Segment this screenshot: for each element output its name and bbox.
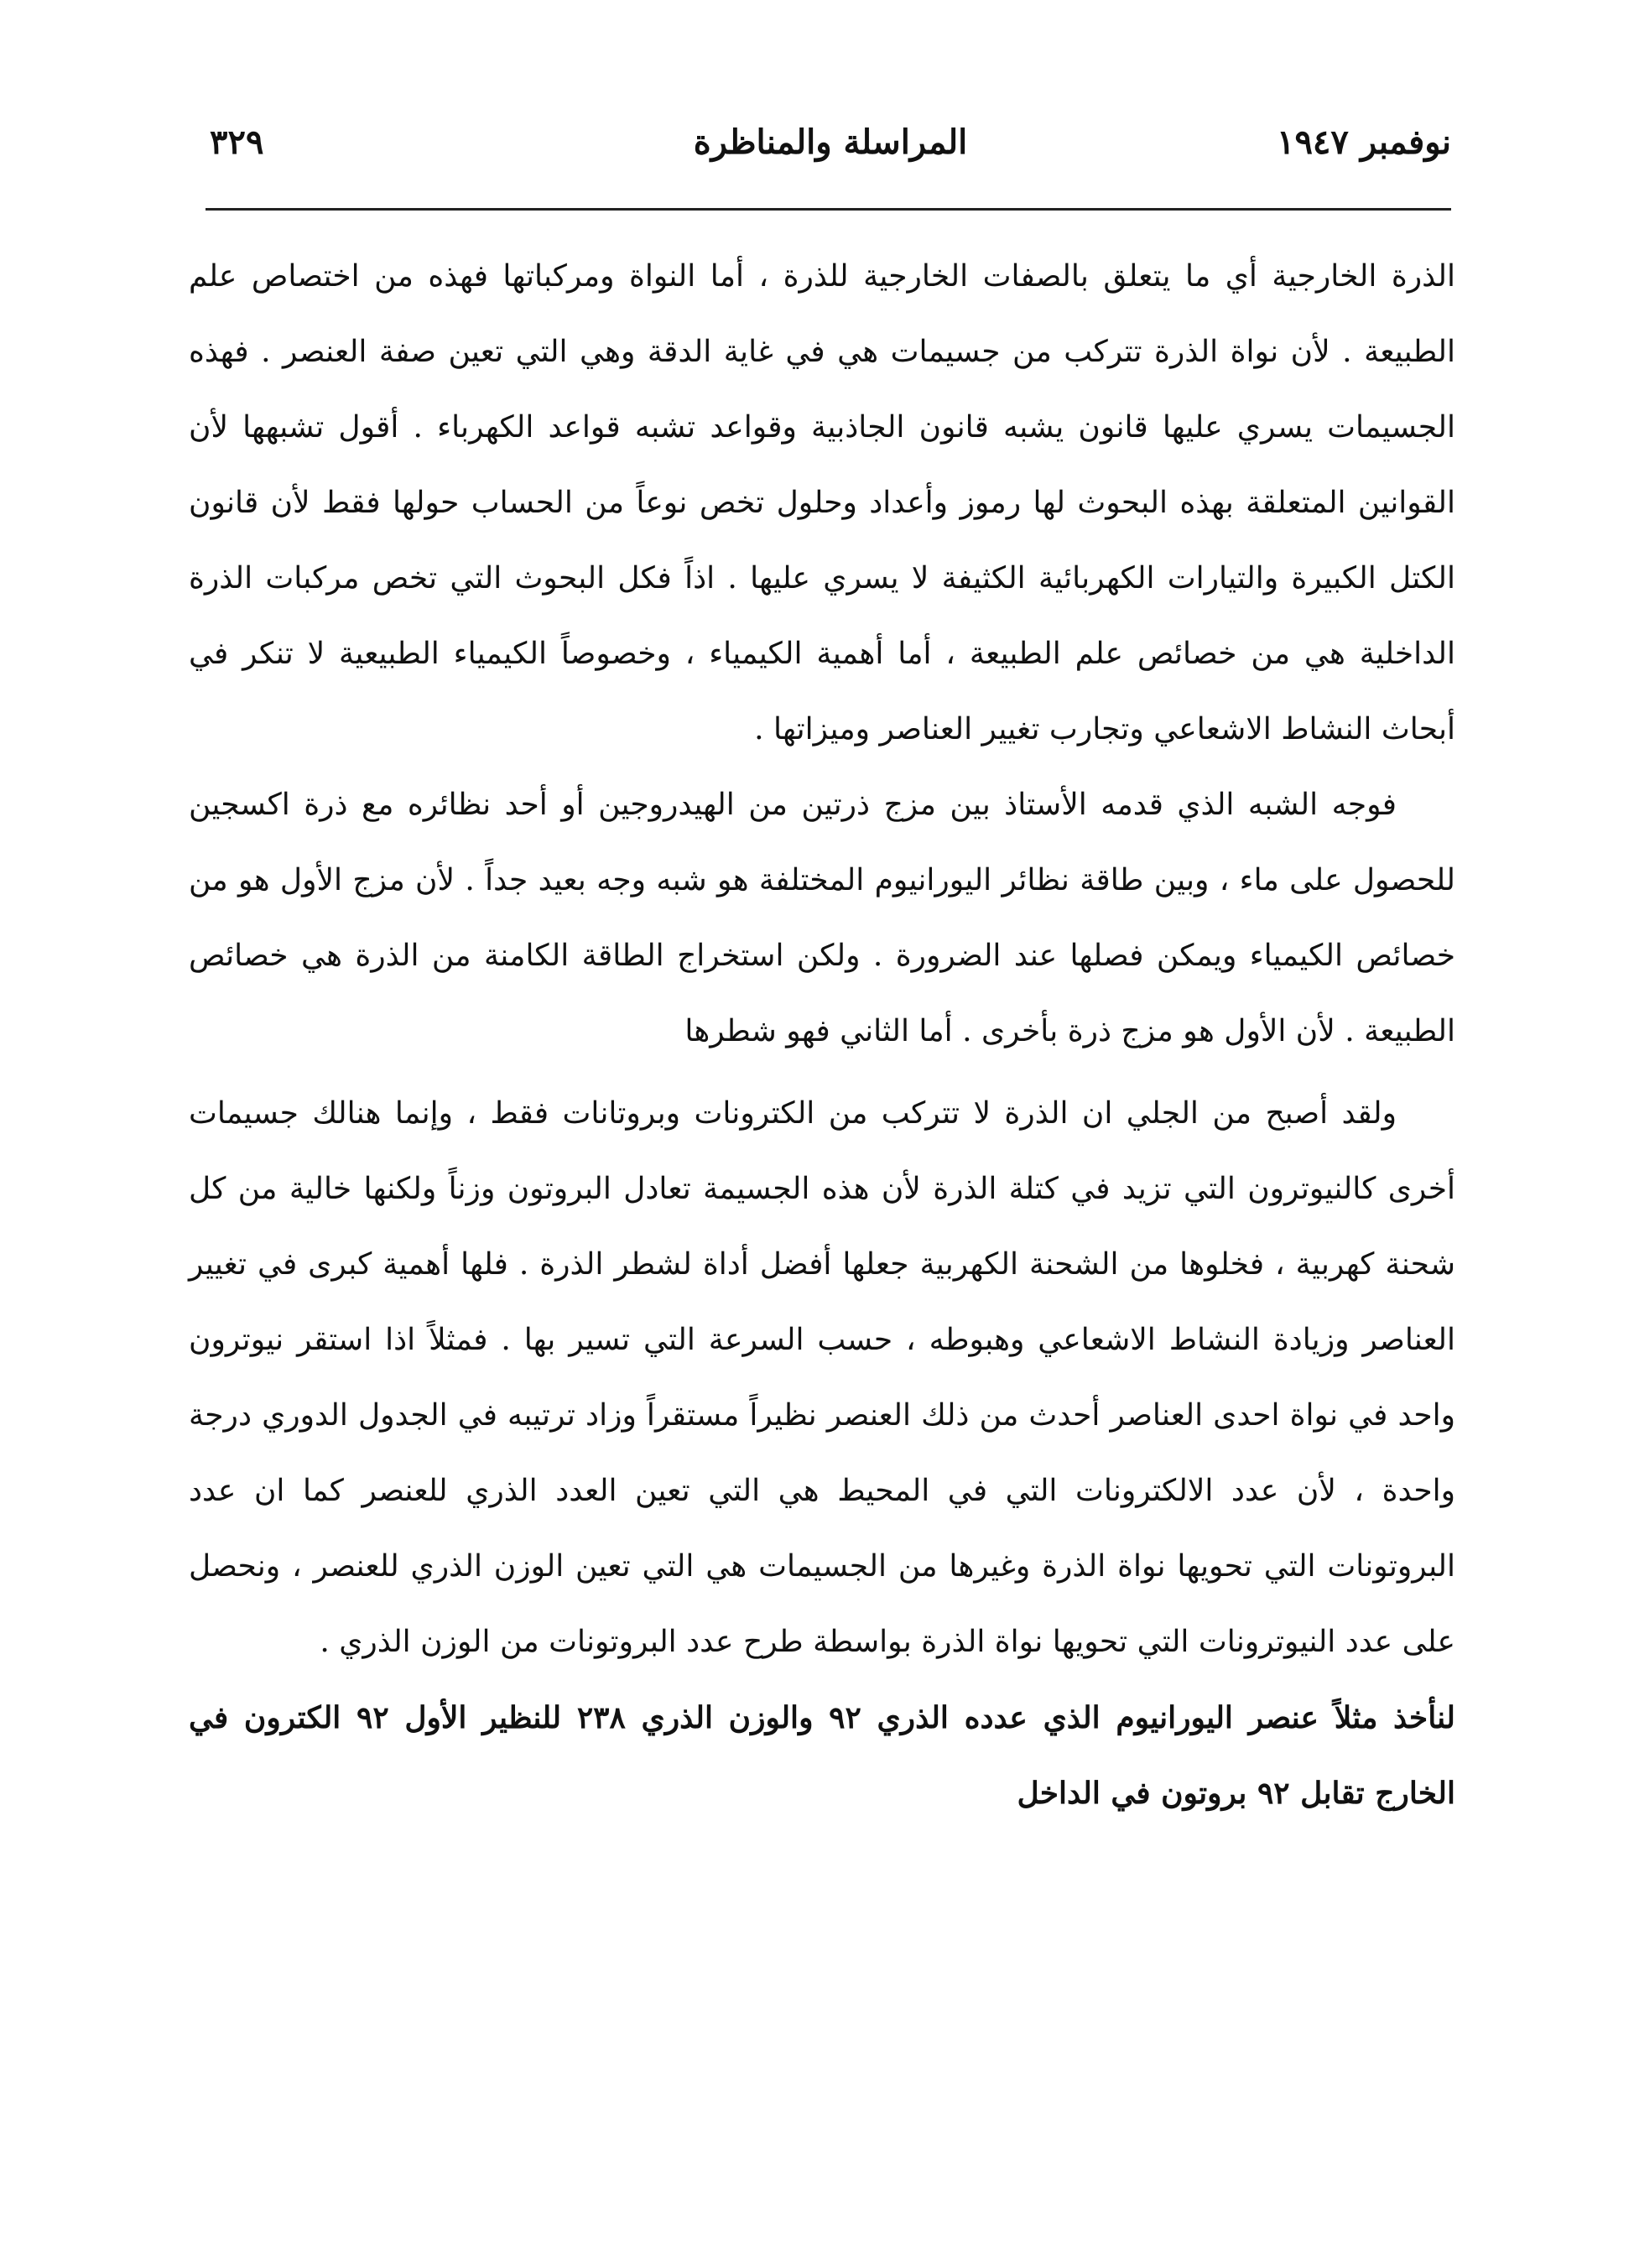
header-divider: [206, 208, 1451, 211]
article-body: [189, 239, 1455, 1831]
paragraph-analogy: فوجه الشبه الذي قدمه الأستاذ بين مزج ذرتين من الهيدروجين أو أحد نظائره مع ذرة اكسجين للحصول على ماء ، وبين طاقة نظائر اليورانيوم المختلفة هو شبه وجه بعيد جداً . لأن مزج الأول هو من خصائص الكيمياء ويمكن فصلها عند الضرورة . ولكن استخراج الطاقة الكامنة من الذرة هي خصائص الطبيعة . لأن الأول هو مزج ذرة بأخرى . أما الثاني فهو شطرها: [189, 788, 1455, 1048]
header-title: المراسلة والمناظرة: [693, 122, 968, 162]
running-header: [210, 117, 1451, 168]
paragraph-uranium-example: لنأخذ مثلاً عنصر اليورانيوم الذي عدده الذري ٩٢ والوزن الذري ٢٣٨ للنظير الأول ٩٢ الكترون في الخارج تقابل ٩٢ بروتون في الداخل: [189, 1700, 1455, 1811]
page-number: ٣٢٩: [210, 122, 264, 162]
paragraph-neutron: ولقد أصبح من الجلي ان الذرة لا تتركب من الكترونات وبروتانات فقط ، وإنما هنالك جسيمات أخرى كالنيوترون التي تزيد في كتلة الذرة لأن هذه الجسيمة تعادل البروتون وزناً ولكنها خالية من كل شحنة كهربية ، فخلوها من الشحنة الكهربية جعلها أفضل أداة لشطر الذرة . فلها أهمية كبرى في تغيير العناصر وزيادة النشاط الاشعاعي وهبوطه ، حسب السرعة التي تسير بها . فمثلاً اذا استقر نيوترون واحد في نواة احدى العناصر أحدث من ذلك العنصر نظيراً مستقراً وزاد ترتيبه في الجدول الدوري درجة واحدة ، لأن عدد الالكترونات التي في المحيط هي التي تعين العدد الذري للعنصر كما ان عدد البروتونات التي تحويها نواة الذرة وغيرها من الجسيمات هي التي تعين الوزن الذري للعنصر ، ونحصل على عدد النيوترونات التي تحويها نواة الذرة بواسطة طرح عدد البروتونات من الوزن الذري .: [189, 1096, 1455, 1659]
header-date: نوفمبر ١٩٤٧: [1276, 122, 1451, 162]
paragraph-atomic-structure: الذرة الخارجية أي ما يتعلق بالصفات الخارجية للذرة ، أما النواة ومركباتها فهذه من اختصاص علم الطبيعة . لأن نواة الذرة تتركب من جسيمات هي في غاية الدقة وهي التي تعين صفة العنصر . فهذه الجسيمات يسري عليها قانون يشبه قانون الجاذبية وقواعد تشبه قواعد الكهرباء . أقول تشبهها لأن القوانين المتعلقة بهذه البحوث لها رموز وأعداد وحلول تخص نوعاً من الحساب حولها فقط لأن قانون الكتل الكبيرة والتيارات الكهربائية الكثيفة لا يسري عليها . اذاً فكل البحوث التي تخص مركبات الذرة الداخلية هي من خصائص علم الطبيعة ، أما أهمية الكيمياء ، وخصوصاً الكيمياء الطبيعية لا تنكر في أبحاث النشاط الاشعاعي وتجارب تغيير العناصر وميزاتها .: [189, 259, 1455, 746]
